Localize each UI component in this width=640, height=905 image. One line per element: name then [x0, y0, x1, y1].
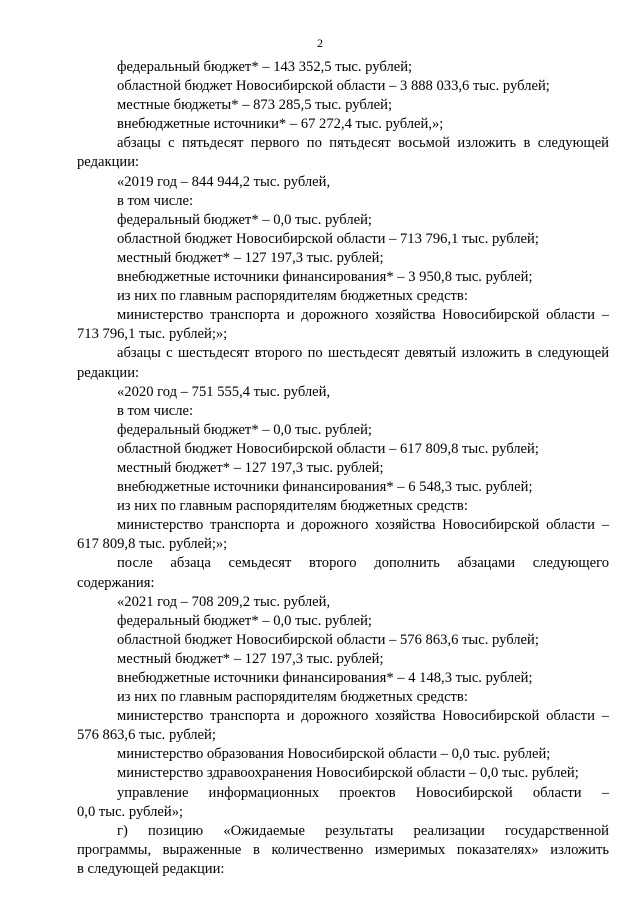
text-line: министерство образования Новосибирской области – 0,0 тыс. рублей;	[117, 746, 551, 763]
text-line: внебюджетные источники финансирования* – 4 148,3 тыс. рублей;	[117, 670, 533, 686]
text-line: содержания:	[77, 574, 155, 591]
text-line: «2020 год – 751 555,4 тыс. рублей,	[117, 383, 331, 400]
text-line: г) позицию «Ожидаемые результаты реализации государственной	[117, 822, 609, 839]
text-line: внебюджетные источники финансирования* – 6 548,3 тыс. рублей;	[117, 479, 533, 496]
text-line: из них по главным распорядителям бюджетных средств:	[117, 689, 468, 706]
text-line: абзацы с шестьдесят второго по шестьдесят девятый изложить в следующей	[117, 345, 609, 362]
text-line: министерство транспорта и дорожного хозяйства Новосибирской области –	[117, 307, 609, 324]
text-line: областной бюджет Новосибирской области – 713 796,1 тыс. рублей;	[117, 230, 539, 247]
text-line: «2021 год – 708 209,2 тыс. рублей,	[117, 593, 331, 610]
text-line: 617 809,8 тыс. рублей;»;	[77, 536, 228, 553]
text-line: в том числе:	[117, 402, 194, 419]
text-line: из них по главным распорядителям бюджетных средств:	[117, 288, 468, 305]
text-line: программы, выраженные в количественно измеримых показателях» изложить	[77, 841, 609, 858]
text-line: министерство здравоохранения Новосибирской области – 0,0 тыс. рублей;	[117, 765, 579, 782]
text-line: после абзаца семьдесят второго дополнить абзацами следующего	[117, 555, 609, 572]
document-body	[77, 58, 609, 879]
text-line: внебюджетные источники* – 67 272,4 тыс. рублей,»;	[117, 116, 444, 133]
text-line: федеральный бюджет* – 0,0 тыс. рублей;	[117, 612, 372, 629]
text-line: в следующей редакции:	[77, 860, 225, 877]
text-line: абзацы с пятьдесят первого по пятьдесят восьмой изложить в следующей	[117, 135, 609, 152]
text-line: областной бюджет Новосибирской области – 576 863,6 тыс. рублей;	[117, 631, 539, 648]
text-line: редакции:	[77, 154, 140, 171]
text-line: министерство транспорта и дорожного хозяйства Новосибирской области –	[117, 517, 609, 534]
text-line: местные бюджеты* – 873 285,5 тыс. рублей;	[117, 97, 393, 114]
text-line: федеральный бюджет* – 0,0 тыс. рублей;	[117, 421, 372, 438]
text-line: управление информационных проектов Новосибирской области –	[117, 784, 609, 801]
page-number: 2	[317, 36, 323, 50]
text-line: местный бюджет* – 127 197,3 тыс. рублей;	[117, 249, 384, 266]
text-line: из них по главным распорядителям бюджетных средств:	[117, 498, 468, 515]
text-line: 0,0 тыс. рублей»;	[77, 803, 184, 820]
text-line: местный бюджет* – 127 197,3 тыс. рублей;	[117, 650, 384, 667]
text-line: министерство транспорта и дорожного хозяйства Новосибирской области –	[117, 708, 609, 725]
text-line: федеральный бюджет* – 143 352,5 тыс. рублей;	[117, 59, 413, 75]
text-line: областной бюджет Новосибирской области – 617 809,8 тыс. рублей;	[117, 440, 539, 457]
text-line: внебюджетные источники финансирования* – 3 950,8 тыс. рублей;	[117, 269, 533, 286]
text-line: областной бюджет Новосибирской области – 3 888 033,6 тыс. рублей;	[117, 78, 550, 95]
text-line: местный бюджет* – 127 197,3 тыс. рублей;	[117, 459, 384, 476]
text-line: 576 863,6 тыс. рублей;	[77, 727, 216, 744]
text-line: в том числе:	[117, 192, 194, 209]
text-line: 713 796,1 тыс. рублей;»;	[77, 326, 228, 343]
text-line: федеральный бюджет* – 0,0 тыс. рублей;	[117, 211, 372, 228]
text-line: редакции:	[77, 364, 140, 381]
text-line: «2019 год – 844 944,2 тыс. рублей,	[117, 173, 331, 190]
